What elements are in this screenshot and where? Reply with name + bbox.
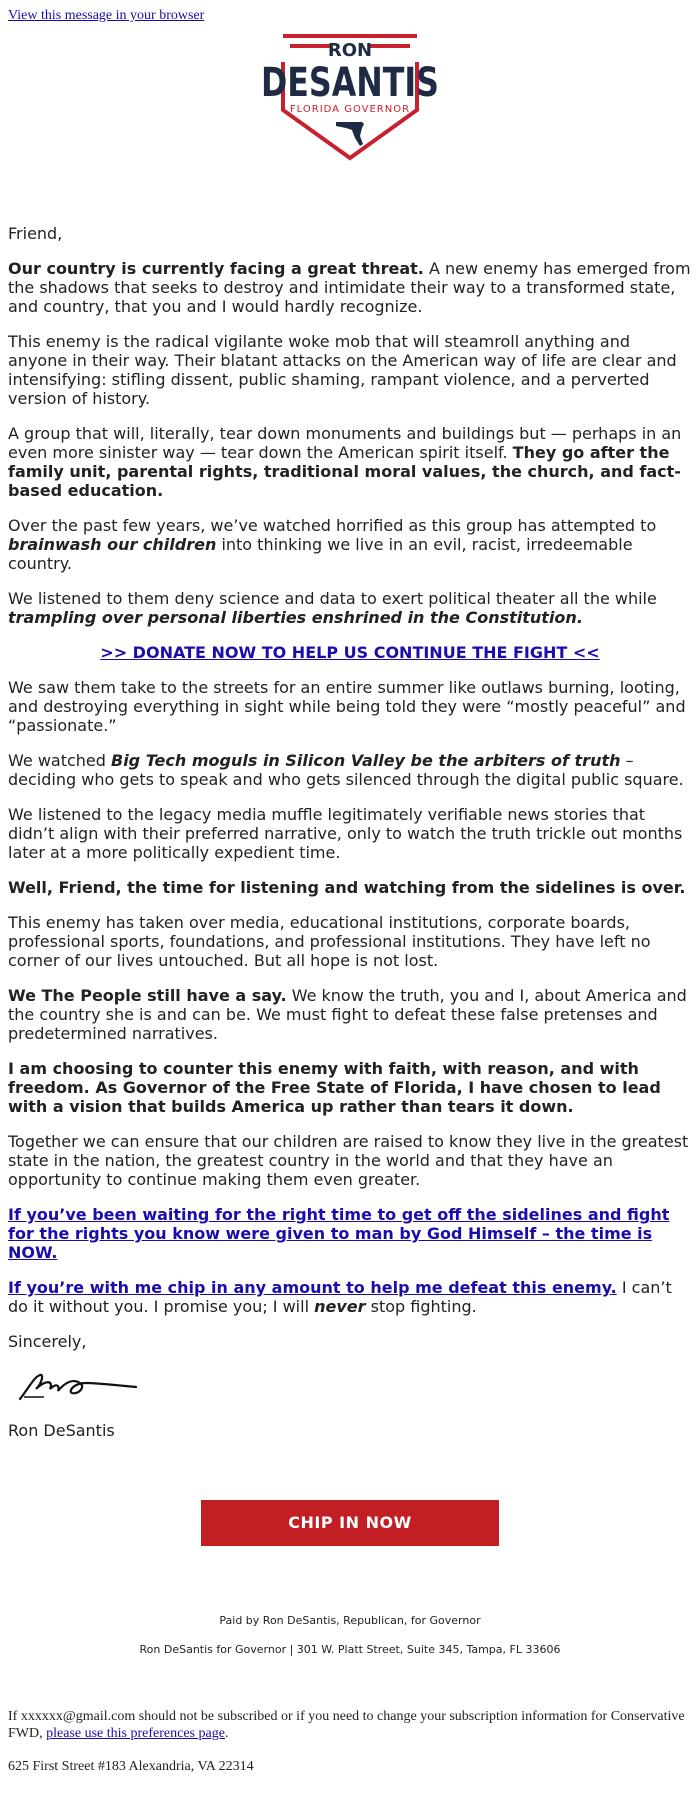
closing: Sincerely, [8,1332,87,1351]
logo-ron: RON [327,40,373,61]
paragraph-12: I am choosing to counter this enemy with faith, with reason, and with freedom. As Governor of the Free State of Florida, I have chosen to lead with a vision that builds America up rather than tears it down. [8,1059,661,1116]
view-in-browser-bar [0,0,700,24]
p4-emphasis: brainwash our children [8,535,217,554]
donate-now-link[interactable]: >> DONATE NOW TO HELP US CONTINUE THE FIGHT << [100,643,600,662]
paragraph-9: Well, Friend, the time for listening and watching from the sidelines is over. [8,878,686,897]
p7-emphasis: Big Tech moguls in Silicon Valley be the arbiters of truth [111,751,621,770]
paid-for-disclaimer: Paid by Ron DeSantis, Republican, for Governor [219,1614,481,1627]
chip-in-button-wrap [0,1500,700,1546]
logo-subtitle: FLORIDA GOVERNOR [289,104,411,115]
logo-bar-left [290,44,330,48]
paragraph-4 [8,516,692,573]
greeting: Friend, [8,224,63,243]
p4-text-b: into thinking we live in an evil, racist, irredeemable country. [8,535,633,573]
p11-rest: We know the truth, you and I, about America and the country she is and can be. We must fight to defeat these false pretenses and predetermined narratives. [8,986,687,1043]
p14-text-a: I can’t do it without you. I promise you; I will [8,1278,672,1316]
subscription-period: . [224,1726,229,1741]
view-in-browser-link[interactable]: View this message in your browser [8,8,205,23]
letter-body [0,224,700,1440]
p3-bold: They go after the family unit, parental rights, traditional moral values, the church, and fact-based education. [8,443,681,500]
signer-name: Ron DeSantis [8,1421,115,1440]
logo-bar-right [370,44,410,48]
chip-in-now-button[interactable]: CHIP IN NOW [201,1500,499,1546]
footer [0,1614,700,1656]
preferences-page-link[interactable]: please use this preferences page [46,1726,225,1741]
paragraph-1 [8,259,692,316]
p5-text: We listened to them deny science and data to exert political theater all the while [8,589,657,608]
p1-rest: A new enemy has emerged from the shadows that seeks to destroy and intimidate their way to a transformed state, and country, that you and I would hardly recognize. [8,259,691,316]
p11-bold: We The People still have a say. [8,986,287,1005]
p14-emphasis: never [314,1297,366,1316]
p3-text: A group that will, literally, tear down monuments and buildings but — perhaps in an even more sinister way — tear down the American spirit itself. [8,424,682,462]
paragraph-14 [8,1278,692,1316]
donate-line [8,643,692,662]
p7-text-b: – deciding who gets to speak and who gets silenced through the digital public square. [8,751,684,789]
paragraph-11 [8,986,692,1043]
paragraph-3 [8,424,692,500]
p4-text-a: Over the past few years, we’ve watched horrified as this group has attempted to [8,516,657,535]
p5-emphasis: trampling over personal liberties enshrined in the Constitution. [8,608,583,627]
unsubscribe-section [0,1708,700,1775]
paragraph-7 [8,751,692,789]
signature-stroke [20,1375,136,1399]
paragraph-8: We listened to the legacy media muffle legitimately verifiable news stories that didn’t align with their preferred narrative, only to watch the truth trickle out months later at a more politically expedient time. [8,805,683,862]
paragraph-13: Together we can ensure that our children are raised to know they live in the greatest state in the nation, the greatest country in the world and that they have an opportunity to continue making them even greater. [8,1132,689,1189]
paragraph-10: This enemy has taken over media, educational institutions, corporate boards, professional sports, foundations, and professional institutions. They have left no corner of our lives untouched. But all hope is not lost. [8,913,651,970]
p7-text-a: We watched [8,751,111,770]
p14-text-b: stop fighting. [365,1297,477,1316]
subscription-notice [8,1708,692,1742]
florida-state-icon [336,122,364,146]
paragraph-5 [8,589,692,627]
paragraph-6: We saw them take to the streets for an entire summer like outlaws burning, looting, and destroying everything in sight while being told they were “mostly peaceful” and “passionate.” [8,678,686,735]
paragraph-2: This enemy is the radical vigilante woke mob that will steamroll anything and anyone in their way. Their blatant attacks on the American way of life are clear and intensifying: stifling dissent, public shaming, rampant violence, and a perverted version of history. [8,332,677,408]
campaign-logo [0,32,700,162]
p1-bold: Our country is currently facing a great threat. [8,259,424,278]
mailing-address: 625 First Street #183 Alexandria, VA 22314 [8,1759,254,1774]
signature-image [14,1367,692,1411]
chip-in-link[interactable]: If you’re with me chip in any amount to help me defeat this enemy. [8,1278,617,1297]
committee-address: Ron DeSantis for Governor | 301 W. Platt Street, Suite 345, Tampa, FL 33606 [139,1643,561,1656]
desantis-logo [250,32,450,162]
sidelines-paragraph [8,1205,692,1262]
logo-desantis: DESANTIS [261,60,439,106]
sidelines-link[interactable]: If you’ve been waiting for the right time to get off the sidelines and fight for the rights you know were given to man by God Himself – the time is NOW. [8,1205,670,1262]
signature-icon [14,1367,144,1407]
logo-bar-top [283,34,417,38]
subscription-text: If xxxxxx@gmail.com should not be subscribed or if you need to change your subscription information for Conservative FWD, [8,1709,685,1741]
